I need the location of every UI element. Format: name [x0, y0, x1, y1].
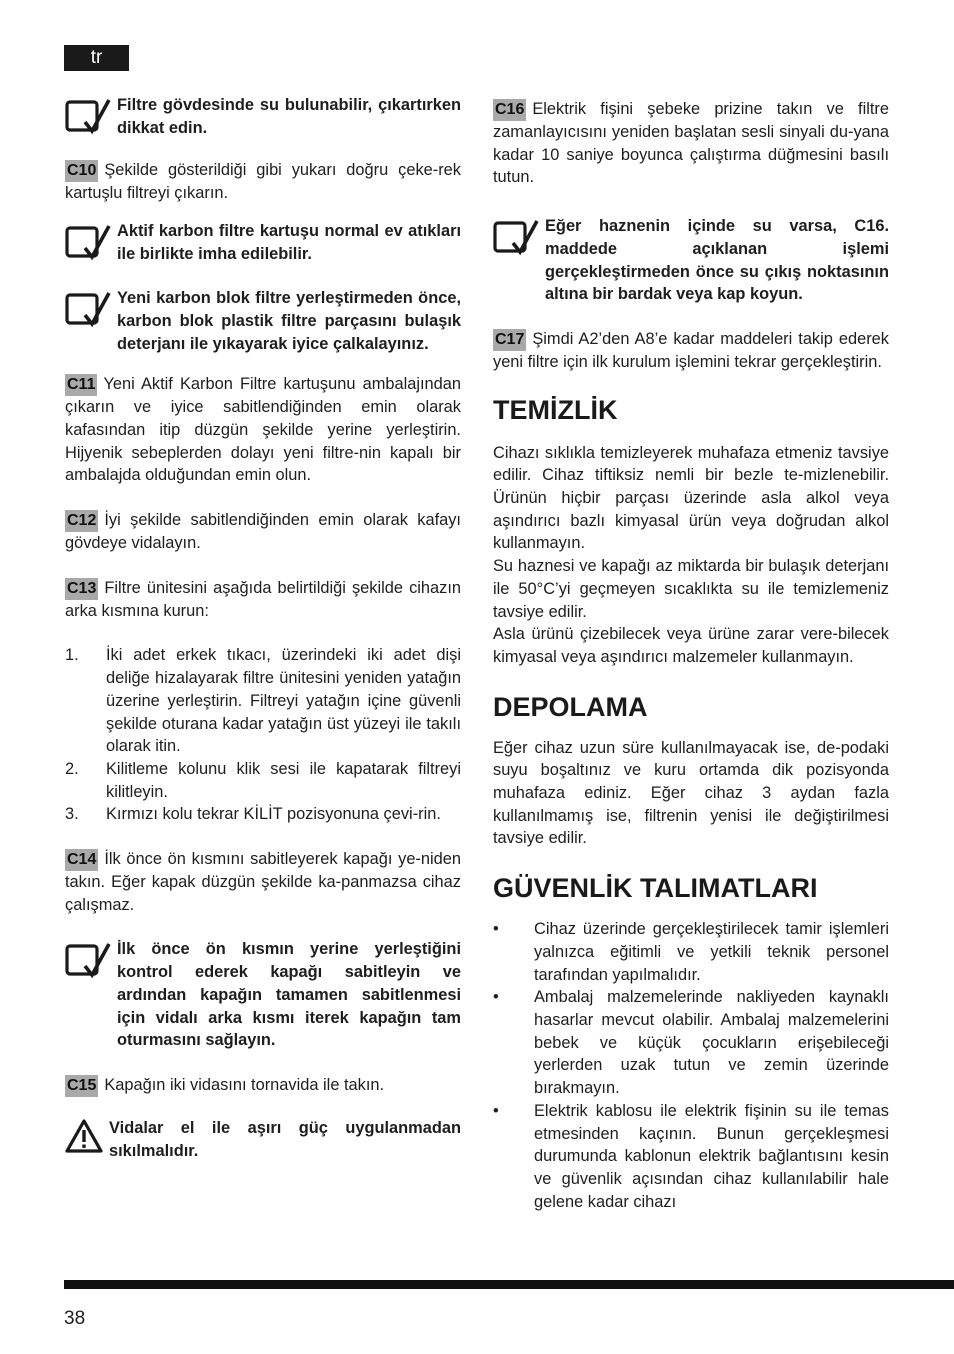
step-code: C12 [65, 510, 98, 532]
step-c15: C15 Kapağın iki vidasını tornavida ile takın. [65, 1074, 461, 1097]
step-c16: C16 Elektrik fişini şebeke prizine takın ve filtre zamanlayıcısını yeniden başlatan sesli sinyali du-yana kadar 10 saniye boyunca çalıştırma düğmesini basılı tutun. [493, 100, 889, 187]
list-item: • Cihaz üzerinde gerçekleştirilecek tamir işlemleri yalnızca eğitimli ve yetkili teknik personel tarafından yapılmalıdır. [493, 920, 889, 984]
list-item: 2. Kilitleme kolunu klik sesi ile kapatarak filtreyi kilitleyin. [65, 759, 461, 801]
checkbox-note-icon [65, 940, 117, 1052]
step-c11: C11 Yeni Aktif Karbon Filtre kartuşunu ambalajından çıkarın ve iyice sabitlendiğinden emin olarak kafasından itip düzgün şekilde yerine yerleştirin. Hijyenik sebeplerden dolayı yeni filtre-nin kapalı bir ambalajda olduğundan emin olun. [65, 375, 461, 485]
step-c13: C13 Filtre ünitesini aşağıda belirtildiği şekilde cihazın arka kısmına kurun: [65, 578, 461, 620]
note-rinse-filter: Yeni karbon blok filtre yerleştirmeden önce, karbon blok plastik filtre parçasını bulaşık deterjanı ile yıkayarak iyice çalkalayınız. [65, 287, 461, 355]
note-disposal: Aktif karbon filtre kartuşu normal ev atıkları ile birlikte imha edilebilir. [65, 220, 461, 269]
note-water-outlet: Eğer haznenin içinde su varsa, C16. maddede açıklanan işlemi gerçekleştirmeden önce su çıkış noktasının altına bir bardak veya kap koyun. [493, 215, 889, 306]
cleaning-paragraph: Asla ürünü çizebilecek veya ürüne zarar vere-bilecek kimyasal veya aşındırıcı malzemeler kullanmayın. [493, 625, 889, 666]
checkbox-note-icon [65, 289, 117, 355]
step-code: C16 [493, 99, 526, 121]
warning-screws: Vidalar el ile aşırı güç uygulanmadan sıkılmalıdır. [65, 1117, 461, 1162]
install-steps-list [65, 644, 461, 826]
step-c14: C14 İlk önce ön kısmını sabitleyerek kapağı ye-niden takın. Eğer kapak düzgün şekilde ka-panmazsa cihaz çalışmaz. [65, 850, 461, 914]
left-column [65, 94, 461, 1162]
safety-list [493, 918, 889, 1213]
step-code: C15 [65, 1075, 98, 1097]
note-water-in-filter: Filtre gövdesinde su bulunabilir, çıkartırken dikkat edin. [65, 94, 461, 143]
heading-cleaning: TEMİZLİK [493, 394, 618, 425]
footer-rule [64, 1280, 954, 1289]
heading-safety: GÜVENLİK TALIMATLARI [493, 873, 818, 904]
checkbox-note-icon [65, 96, 117, 143]
list-item: 3. Kırmızı kolu tekrar KİLİT pozisyonuna çevi-rin. [65, 805, 441, 824]
cleaning-paragraph: Cihazı sıklıkla temizleyerek muhafaza etmeniz tavsiye edilir. Cihaz tiftiksiz nemli bir bezle te-mizlenebilir. Ürünün hiçbir parçası üzerinde asla alkol veya aşındırıcı bazlı kimyasal ürün veya doğrudan alkol kullanmayın. [493, 443, 889, 553]
storage-paragraph: Eğer cihaz uzun süre kullanılmayacak ise, de-podaki suyu boşaltınız ve kuru ortamda dik pozisyonda muhafaza ediniz. Eğer cihaz 3 aydan fazla kullanılmamış ise, filtrenin yenisi ile değiştirilmesi tavsiye edilir. [493, 738, 889, 848]
step-code: C17 [493, 329, 526, 351]
step-c17: C17 Şimdi A2’den A8’e kadar maddeleri takip ederek yeni filtre için ilk kurulum işlemini tekrar gerçekleştirin. [493, 329, 889, 371]
checkbox-note-icon [65, 222, 117, 269]
step-c10: C10 Şekilde gösterildiği gibi yukarı doğru çeke-rek kartuşlu filtreyi çıkarın. [65, 160, 461, 202]
note-fix-cover: İlk önce ön kısmın yerine yerleştiğini kontrol ederek kapağı sabitleyin ve ardından kapağın tamamen sabitlenmesi için vidalı arka kısmı iterek kapağın tam oturmasını sağlayın. [65, 938, 461, 1052]
step-code: C14 [65, 849, 98, 871]
checkbox-note-icon [493, 217, 545, 306]
list-item: • Ambalaj malzemelerinde nakliyeden kaynaklı hasarlar mevcut olabilir. Ambalaj malzemelerini bebek ve küçük çocukların erişebileceği yerlerden uzak tutun ve zemin üzerinde bırakmayın. [493, 988, 889, 1098]
step-code: C10 [65, 160, 98, 182]
language-tab: tr [64, 45, 129, 71]
warning-triangle-icon [65, 1118, 109, 1162]
step-c12: C12 İyi şekilde sabitlendiğinden emin olarak kafayı gövdeye vidalayın. [65, 511, 461, 553]
cleaning-paragraph: Su haznesi ve kapağı az miktarda bir bulaşık deterjanı ile 50°C’yi geçmeyen sıcaklıkta su ile temizlemeniz tavsiye edilir. [493, 557, 889, 621]
step-code: C11 [65, 374, 97, 396]
right-column [493, 94, 889, 1213]
step-code: C13 [65, 578, 98, 600]
list-item: 1. İki adet erkek tıkacı, üzerindeki iki adet dişi deliğe hizalayarak filtre ünitesini yeniden yatağın üzerine yerleştirin. Filtreyi yatağın içine güvenli şekilde oturana kadar yatağın üst yüzeyi ile takılı olarak itin. [65, 646, 461, 756]
heading-storage: DEPOLAMA [493, 691, 648, 722]
page-number: 38 [64, 1308, 86, 1329]
list-item: • Elektrik kablosu ile elektrik fişinin su ile temas etmesinden kaçının. Bunun gerçekleşmesi durumunda kablonun elektrik bağlantısını kesin ve güvenlik açısından cihaz kullanılabilir hale gelene kadar cihazı [493, 1101, 889, 1211]
